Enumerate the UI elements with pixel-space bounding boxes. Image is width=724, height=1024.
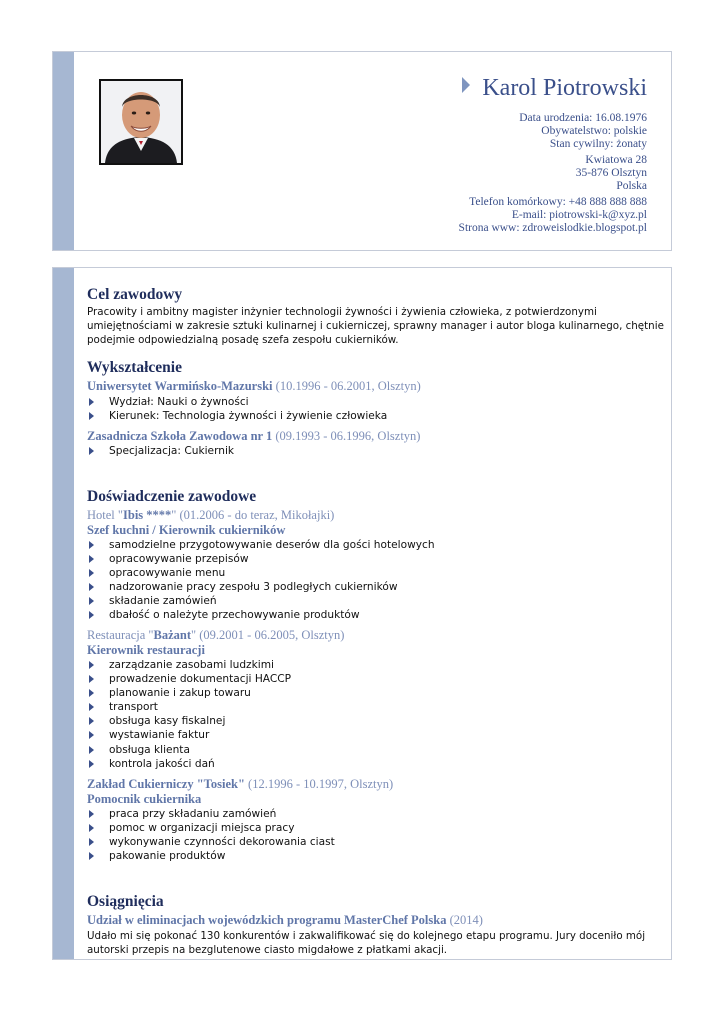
profile-photo — [99, 79, 183, 165]
education-bullets — [87, 444, 234, 458]
accent-stripe — [53, 268, 74, 959]
list-item: składanie zamówień — [87, 594, 435, 608]
education-bullets — [87, 395, 387, 423]
company-name: Zakład Cukierniczy "Tosiek" — [87, 777, 245, 791]
triangle-bullet-icon — [89, 398, 94, 406]
list-item: zarządzanie zasobami ludzkimi — [87, 658, 291, 672]
list-item: dbałość o należyte przechowywanie produktów — [87, 608, 435, 622]
objective-title: Cel zawodowy — [87, 286, 183, 303]
job-bullets — [87, 658, 291, 771]
education-period: (10.1996 - 06.2001, Olsztyn) — [272, 379, 421, 393]
triangle-bullet-icon — [89, 569, 94, 577]
triangle-bullet-icon — [89, 746, 94, 754]
job-role: Kierownik restauracji — [87, 643, 205, 657]
address-city: 35-876 Olsztyn — [575, 167, 647, 179]
company-name: Bażant — [153, 628, 192, 642]
triangle-bullet-icon — [89, 838, 94, 846]
citizenship: Obywatelstwo: polskie — [541, 125, 647, 137]
person-photo-icon — [101, 81, 181, 163]
education-title: Wykształcenie — [87, 359, 182, 376]
list-item: prowadzenie dokumentacji HACCP — [87, 672, 291, 686]
job-bullets — [87, 807, 335, 863]
triangle-bullet-icon — [89, 717, 94, 725]
job-bullets — [87, 538, 435, 623]
list-item: pomoc w organizacji miejsca pracy — [87, 821, 335, 835]
job-entry: Restauracja "Bażant" (09.2001 - 06.2005, Olsztyn) — [87, 628, 345, 642]
triangle-bullet-icon — [89, 760, 94, 768]
triangle-bullet-icon — [89, 810, 94, 818]
achievement-text: Udało mi się pokonać 130 konkurentów i zakwalifikować się do kolejnego etapu programu. Jury doceniło mój autorski przepis na bezglutenowe ciasto migdałowe z płatkami akacji. — [87, 930, 646, 956]
triangle-bullet-icon — [89, 824, 94, 832]
list-item: Kierunek: Technologia żywności i żywienie człowieka — [87, 409, 387, 423]
list-item: wystawianie faktur — [87, 728, 291, 742]
list-item: kontrola jakości dań — [87, 757, 291, 771]
triangle-bullet-icon — [89, 541, 94, 549]
header-card — [52, 51, 672, 251]
triangle-bullet-icon — [89, 661, 94, 669]
list-item: wykonywanie czynności dekorowania ciast — [87, 835, 335, 849]
education-entry — [87, 429, 420, 444]
education-entry — [87, 379, 421, 394]
triangle-bullet-icon — [89, 555, 94, 563]
list-item: transport — [87, 700, 291, 714]
triangle-bullet-icon — [89, 703, 94, 711]
list-item: obsługa klienta — [87, 743, 291, 757]
achievements-title: Osiągnięcia — [87, 893, 164, 910]
school-name: Zasadnicza Szkoła Zawodowa nr 1 — [87, 429, 273, 443]
experience-title: Doświadczenie zawodowe — [87, 488, 257, 505]
triangle-bullet-icon — [89, 583, 94, 591]
phone: Telefon komórkowy: +48 888 888 888 — [469, 196, 647, 208]
achievement-year: (2014) — [446, 913, 483, 927]
job-entry: Hotel "Ibis ****" (01.2006 - do teraz, Mikołajki) — [87, 508, 335, 522]
job-role: Szef kuchni / Kierownik cukierników — [87, 523, 286, 537]
triangle-bullet-icon — [89, 852, 94, 860]
achievement-heading: Udział w eliminacjach wojewódzkich programu MasterChef Polska — [87, 913, 447, 927]
triangle-bullet-icon — [89, 689, 94, 697]
cv-body-card — [52, 267, 672, 960]
address-country: Polska — [616, 180, 647, 192]
address-street: Kwiatowa 28 — [585, 154, 647, 166]
job-entry: Zakład Cukierniczy "Tosiek" (12.1996 - 10.1997, Olsztyn) — [87, 777, 394, 791]
accent-stripe — [53, 52, 74, 250]
birth-date: Data urodzenia: 16.08.1976 — [519, 112, 647, 124]
email: E-mail: piotrowski-k@xyz.pl — [511, 209, 647, 221]
job-role: Pomocnik cukiernika — [87, 792, 202, 806]
list-item: nadzorowanie pracy zespołu 3 podległych cukierników — [87, 580, 435, 594]
website: Strona www: zdroweislodkie.blogspot.pl — [458, 222, 647, 234]
list-item: Wydział: Nauki o żywności — [87, 395, 387, 409]
triangle-bullet-icon — [89, 731, 94, 739]
candidate-name — [462, 72, 647, 104]
company-name: Ibis **** — [123, 508, 172, 522]
education-period: (09.1993 - 06.1996, Olsztyn) — [272, 429, 421, 443]
triangle-bullet-icon — [89, 675, 94, 683]
list-item: planowanie i zakup towaru — [87, 686, 291, 700]
list-item: samodzielne przygotowywanie deserów dla gości hotelowych — [87, 538, 435, 552]
list-item: opracowywanie przepisów — [87, 552, 435, 566]
list-item: praca przy składaniu zamówień — [87, 807, 335, 821]
list-item: Specjalizacja: Cukiernik — [87, 444, 234, 458]
triangle-bullet-icon — [462, 77, 470, 93]
list-item: opracowywanie menu — [87, 566, 435, 580]
list-item: obsługa kasy fiskalnej — [87, 714, 291, 728]
school-name: Uniwersytet Warmińsko-Mazurski — [87, 379, 273, 393]
list-item: pakowanie produktów — [87, 849, 335, 863]
marital-status: Stan cywilny: żonaty — [549, 138, 647, 150]
achievement-entry — [87, 913, 483, 928]
objective-text: Pracowity i ambitny magister inżynier technologii żywności i żywienia człowieka, z potwierdzonymi umiejętnościami w zakresie sztuki kulinarnej i cukierniczej, sprawny manager i autor bloga kulinarnego, chętnie podejmie odpowiedzialną posadę szefa zespołu cukierników. — [87, 306, 664, 346]
triangle-bullet-icon — [89, 611, 94, 619]
triangle-bullet-icon — [89, 412, 94, 420]
name-text: Karol Piotrowski — [482, 75, 647, 101]
triangle-bullet-icon — [89, 447, 94, 455]
triangle-bullet-icon — [89, 597, 94, 605]
